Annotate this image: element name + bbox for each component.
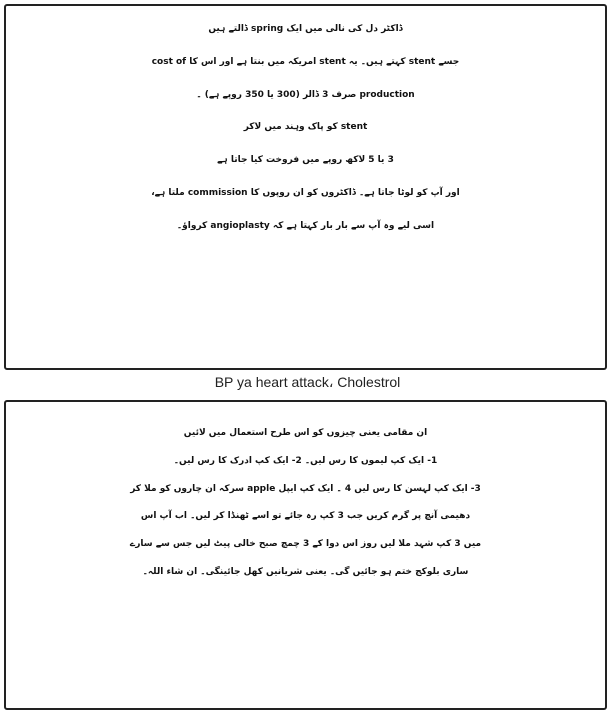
text-line: اسی لیے وہ آپ سے بار بار کہتا ہے کہ angioplasty کرواؤ۔ bbox=[176, 220, 435, 231]
text-line: ساری بلوکج ختم ہو جائیں گی۔ یعنی شریانیں کھل جائینگی۔ ان شاء اللہ۔ bbox=[142, 566, 469, 577]
text-line: جسے stent کہتے ہیں۔ یہ stent امریکہ میں بنتا ہے اور اس کا cost of bbox=[151, 56, 460, 67]
caption: BP ya heart attack، Cholestrol bbox=[214, 374, 401, 390]
text-line: دھیمی آنچ پر گرم کریں جب 3 کپ رہ جائے تو اسے ٹھنڈا کر لیں۔ اب آپ اس bbox=[140, 511, 471, 522]
text-line: stent کو پاک وہند میں لاکر bbox=[243, 122, 368, 133]
text-line: 1- ایک کپ لیموں کا رس لیں۔ 2- ایک کپ ادرک کا رس لیں۔ bbox=[173, 455, 438, 466]
text-line: production صرف 3 ڈالر (300 یا 350 روپے ہے) ۔ bbox=[196, 89, 415, 100]
bottom-text-panel bbox=[4, 400, 607, 710]
highlight-line: 3 یا 5 لاکھ روپے میں فروخت کیا جاتا ہے bbox=[217, 155, 394, 166]
top-text-panel bbox=[4, 4, 607, 370]
text-line: 3- ایک کپ لہسن کا رس لیں 4 ۔ ایک کپ ایپل apple سرکہ ان چاروں کو ملا کر bbox=[130, 483, 481, 494]
text-line: اور آپ کو لوٹا جاتا ہے۔ ڈاکٹروں کو ان روپوں کا commission ملتا ہے، bbox=[151, 187, 460, 198]
text-line: ان مقامی یعنی چیزوں کو اس طرح استعمال میں لائیں bbox=[183, 428, 428, 438]
panel-title: ڈاکٹر دل کی نالی میں ایک spring ڈالتے ہیں bbox=[208, 24, 403, 34]
text-line: میں 3 کپ شہد ملا لیں روز اس دوا کے 3 چمچ صبح خالی پیٹ لیں جس سے سارے bbox=[129, 539, 482, 550]
